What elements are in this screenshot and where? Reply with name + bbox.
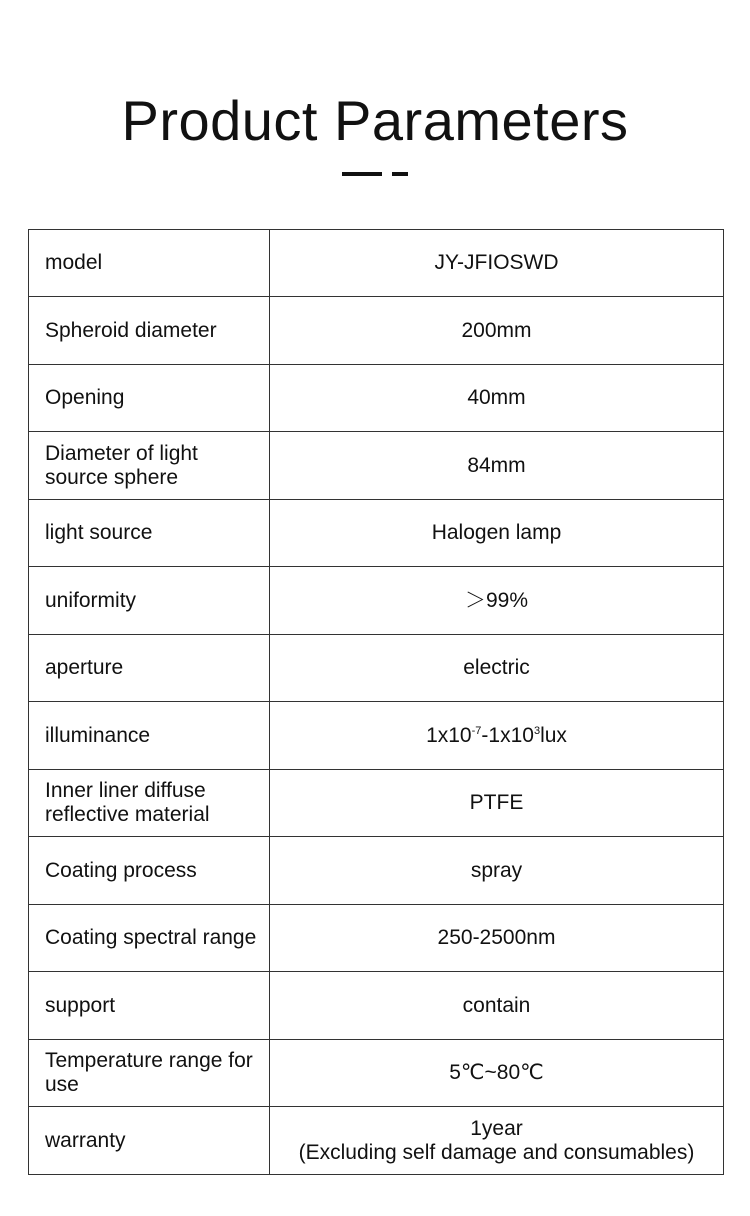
parameter-label: warranty: [29, 1107, 270, 1175]
parameter-label: Spheroid diameter: [29, 297, 270, 365]
table-row: [29, 500, 724, 567]
parameter-value: 40mm: [270, 365, 724, 432]
parameter-value: 84mm: [270, 432, 724, 500]
illuminance-exponent-1: -7: [471, 724, 482, 737]
parameter-value: [270, 1107, 724, 1175]
parameter-label: support: [29, 972, 270, 1040]
parameter-label: uniformity: [29, 567, 270, 635]
table-row: [29, 297, 724, 365]
parameter-value: Halogen lamp: [270, 500, 724, 567]
parameter-value: JY-JFIOSWD: [270, 230, 724, 297]
table-row: [29, 837, 724, 905]
parameter-label: aperture: [29, 635, 270, 702]
parameter-label: Coating spectral range: [29, 905, 270, 972]
parameter-value: ＞99%: [270, 567, 724, 635]
illuminance-unit: lux: [540, 723, 567, 747]
parameter-value: spray: [270, 837, 724, 905]
table-row: [29, 702, 724, 770]
parameter-value: PTFE: [270, 770, 724, 837]
table-row: [29, 1040, 724, 1107]
table-row: [29, 432, 724, 500]
parameter-label: light source: [29, 500, 270, 567]
table-row: [29, 567, 724, 635]
table-row: [29, 635, 724, 702]
warranty-duration: 1year: [470, 1116, 523, 1140]
parameter-value: electric: [270, 635, 724, 702]
table-row: [29, 972, 724, 1040]
table-row: [29, 230, 724, 297]
parameter-label: illuminance: [29, 702, 270, 770]
illuminance-exponent-2: 3: [533, 724, 541, 737]
parameters-table: [28, 229, 724, 1175]
illuminance-separator: -1x10: [481, 723, 534, 747]
parameter-value: [270, 702, 724, 770]
table-row: [29, 770, 724, 837]
parameter-label: Temperature range for use: [29, 1040, 270, 1107]
illuminance-base-1: 1x10: [426, 723, 472, 747]
parameter-label: Opening: [29, 365, 270, 432]
page-title: Product Parameters: [121, 89, 629, 152]
table-row: [29, 365, 724, 432]
parameter-value: 5℃~80℃: [270, 1040, 724, 1107]
parameter-value: contain: [270, 972, 724, 1040]
table-row: [29, 1107, 724, 1175]
underline-short-dash: [392, 172, 408, 176]
parameter-label: model: [29, 230, 270, 297]
parameter-label: Inner liner diffuse reflective material: [29, 770, 270, 837]
parameter-label: Coating process: [29, 837, 270, 905]
underline-long-dash: [342, 172, 382, 176]
title-underline-decoration: [342, 172, 410, 176]
parameter-value: 200mm: [270, 297, 724, 365]
table-row: [29, 905, 724, 972]
warranty-note: (Excluding self damage and consumables): [298, 1140, 695, 1164]
parameter-value: 250-2500nm: [270, 905, 724, 972]
parameter-label: Diameter of light source sphere: [29, 432, 270, 500]
